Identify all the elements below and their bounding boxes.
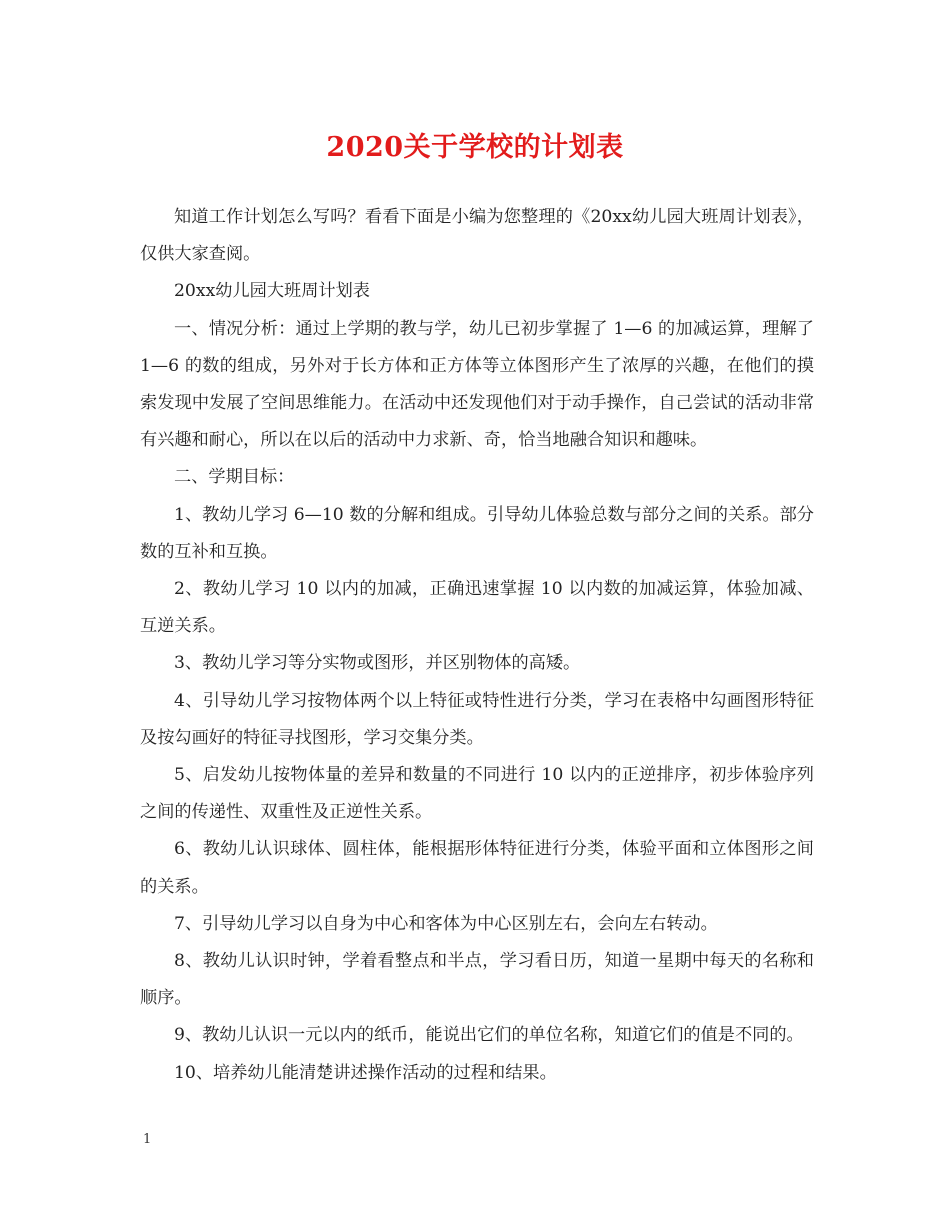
goal-item-10: 10、培养幼儿能清楚讲述操作活动的过程和结果。 [174,1062,557,1083]
paragraph-intro: 知道工作计划怎么写吗？看看下面是小编为您整理的《20xx幼儿园大班周计划表》，仅供大家查阅。 [140,207,814,265]
goal-item-8: 8、教幼儿认识时钟，学着看整点和半点，学习看日历，知道一星期中每天的名称和顺序。 [140,951,814,1009]
document-title: 2020关于学校的计划表 [326,132,624,163]
paragraph-situation-analysis: 一、情况分析：通过上学期的教与学，幼儿已初步掌握了 1—6 的加减运算，理解了 1—6 的数的组成，另外对于长方体和正方体等立体图形产生了浓厚的兴趣，在他们的摸索发现中发展了空间思维能力。在活动中还发现他们对于动手操作，自己尝试的活动非常有兴趣和耐心，所以在以后的活动中力求新、奇，恰当地融合知识和趣味。 [140,318,814,451]
goal-item-2: 2、教幼儿学习 10 以内的加减，正确迅速掌握 10 以内数的加减运算，体验加减、互逆关系。 [140,579,814,637]
paragraph-subtitle: 20xx幼儿园大班周计划表 [174,281,370,302]
paragraph-semester-goals-heading: 二、学期目标： [174,467,295,488]
goal-item-4: 4、引导幼儿学习按物体两个以上特征或特性进行分类，学习在表格中勾画图形特征及按勾画好的特征寻找图形，学习交集分类。 [140,690,814,748]
goal-item-3: 3、教幼儿学习等分实物或图形，并区别物体的高矮。 [174,653,581,674]
page-number: 1 [143,1132,152,1147]
goal-item-6: 6、教幼儿认识球体、圆柱体，能根据形体特征进行分类，体验平面和立体图形之间的关系。 [140,839,814,897]
goal-item-7: 7、引导幼儿学习以自身为中心和客体为中心区别左右，会向左右转动。 [174,913,718,934]
goal-item-9: 9、教幼儿认识一元以内的纸币，能说出它们的单位名称，知道它们的值是不同的。 [174,1025,804,1046]
goal-item-5: 5、启发幼儿按物体量的差异和数量的不同进行 10 以内的正逆排序，初步体验序列之间的传递性、双重性及正逆性关系。 [140,765,814,823]
goal-item-1: 1、教幼儿学习 6—10 数的分解和组成。引导幼儿体验总数与部分之间的关系。部分数的互补和互换。 [140,504,814,562]
document-body [140,199,814,1092]
